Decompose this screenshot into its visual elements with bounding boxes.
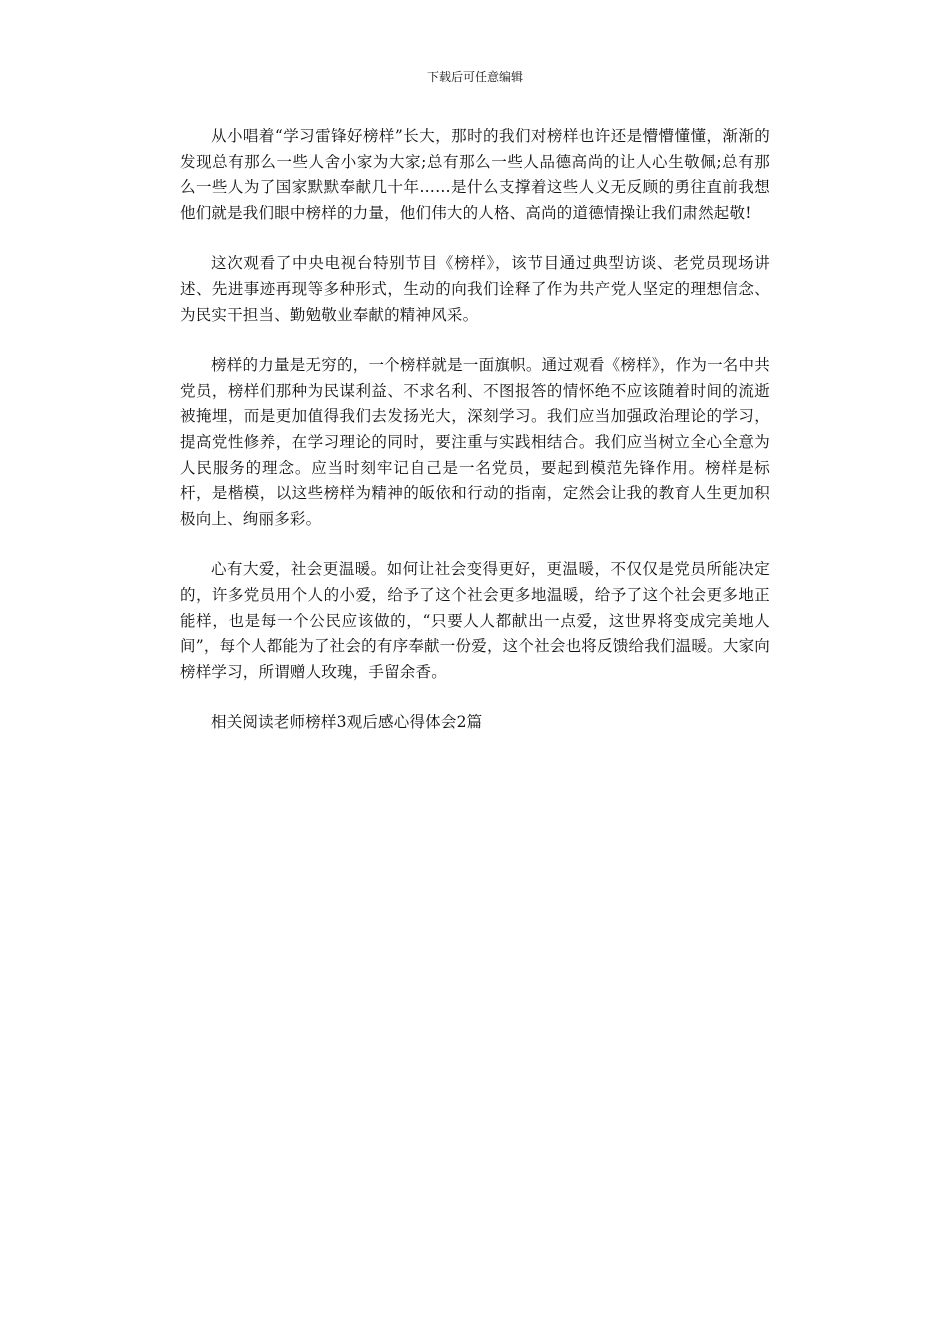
paragraph-3: 榜样的力量是无穷的，一个榜样就是一面旗帜。通过观看《榜样》，作为一名中共党员，榜样们那种为民谋利益、不求名利、不图报答的情怀绝不应该随着时间的流逝被掩埋，而是更加值得我们去发扬光大，深刻学习。我们应当加强政治理论的学习，提高党性修养，在学习理论的同时，要注重与实践相结合。我们应当树立全心全意为人民服务的理念。应当时刻牢记自己是一名党员，要起到模范先锋作用。榜样是标杆，是楷模，以这些榜样为精神的皈依和行动的指南，定然会让我的教育人生更加积极向上、绚丽多彩。 — [180, 356, 770, 528]
document-body — [180, 124, 770, 761]
paragraph-4: 心有大爱，社会更温暖。如何让社会变得更好，更温暖，不仅仅是党员所能决定的，许多党员用个人的小爱，给予了这个社会更多地温暖，给予了这个社会更多地正能样，也是每一个公民应该做的，“只要人人都献出一点爱，这世界将变成完美地人间”，每个人都能为了社会的有序奉献一份爱，这个社会也将反馈给我们温暖。大家向榜样学习，所谓赠人玫瑰，手留余香。 — [180, 560, 770, 681]
paragraph-2: 这次观看了中央电视台特别节目《榜样》，该节目通过典型访谈、老党员现场讲述、先进事迹再现等多种形式，生动的向我们诠释了作为共产党人坚定的理想信念、为民实干担当、勤勉敬业奉献的精神风采。 — [180, 254, 770, 324]
header-note: 下载后可任意编辑 — [426, 70, 523, 84]
paragraph-1: 从小唱着“学习雷锋好榜样”长大，那时的我们对榜样也许还是懵懵懂懂，渐渐的发现总有那么一些人舍小家为大家;总有那么一些人品德高尚的让人心生敬佩;总有那么一些人为了国家默默奉献几十年……是什么支撑着这些人义无反顾的勇往直前我想他们就是我们眼中榜样的力量，他们伟大的人格、高尚的道德情操让我们肃然起敬! — [180, 127, 770, 222]
related-reading-line: 相关阅读老师榜样3观后感心得体会2篇 — [211, 713, 483, 732]
